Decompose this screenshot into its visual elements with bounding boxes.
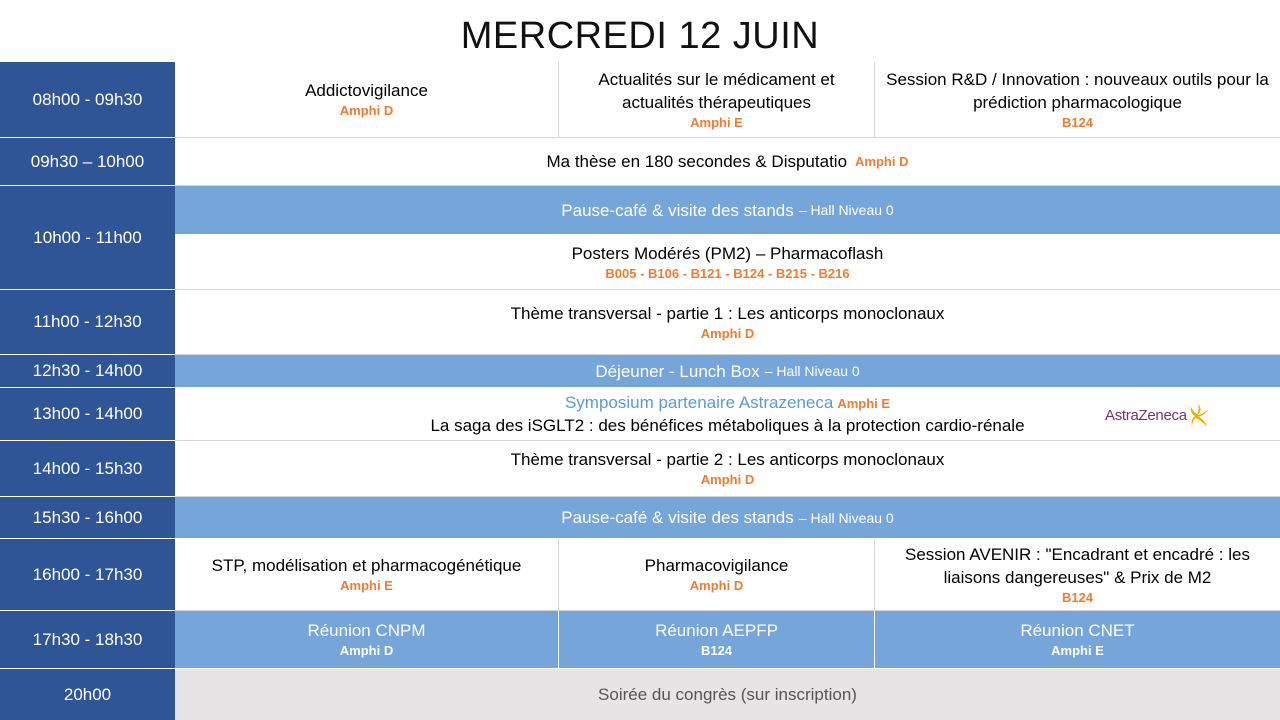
- meeting-title: Réunion AEPFP: [655, 621, 778, 640]
- session-title: Thème transversal - partie 2 : Les anticorps monoclonaux: [510, 450, 945, 469]
- symposium-header: [565, 391, 890, 414]
- session-title: Session R&D / Innovation : nouveaux outils pour la prédiction pharmacologique: [886, 69, 1269, 112]
- session-title: Addictovigilance: [305, 81, 428, 100]
- time-slot: 16h00 - 17h30: [0, 539, 175, 611]
- session-stp[interactable]: [175, 539, 559, 611]
- session-rooms: B005 - B106 - B121 - B124 - B215 - B216: [605, 265, 850, 281]
- session-room: B124: [1061, 589, 1094, 605]
- symposium-subtitle: La saga des iSGLT2 : des bénéfices métaboliques à la protection cardio-rénale: [430, 416, 1025, 435]
- session-room: Amphi E: [340, 578, 393, 593]
- session-title: Thème transversal - partie 1 : Les anticorps monoclonaux: [510, 303, 945, 323]
- break-place: – Hall Niveau 0: [798, 202, 894, 218]
- meeting-cnpm[interactable]: [175, 611, 559, 669]
- page-title: MERCREDI 12 JUIN: [460, 15, 820, 57]
- meeting-room: B124: [700, 643, 733, 658]
- session-title: Session AVENIR : "Encadrant et encadré : les liaisons dangereuses" & Prix de M2: [905, 544, 1250, 587]
- meeting-title: Réunion CNET: [1020, 621, 1135, 640]
- session-these-180s[interactable]: [175, 138, 1280, 186]
- time-slot: 12h30 - 14h00: [0, 355, 175, 388]
- break-place: – Hall Niveau 0: [764, 363, 860, 379]
- meeting-title: Réunion CNPM: [307, 621, 426, 640]
- time-slot: 11h00 - 12h30: [0, 290, 175, 355]
- session-actualites[interactable]: [559, 62, 875, 138]
- session-room: Amphi E: [837, 396, 891, 411]
- session-theme-transversal-1[interactable]: [175, 290, 1280, 355]
- session-title: Pharmacovigilance: [644, 556, 789, 575]
- break-title: Déjeuner - Lunch Box: [595, 361, 760, 381]
- session-avenir[interactable]: [875, 539, 1280, 611]
- session-pharmacovigilance[interactable]: [559, 539, 875, 611]
- symposium-title: Symposium partenaire Astrazeneca: [564, 393, 834, 412]
- session-soiree[interactable]: [175, 669, 1280, 720]
- session-title: Posters Modérés (PM2) – Pharmacoflash: [571, 243, 884, 263]
- time-slot: 17h30 - 18h30: [0, 611, 175, 669]
- astrazeneca-symbol-icon: [1189, 402, 1211, 428]
- session-room: B124: [1061, 114, 1094, 130]
- astrazeneca-logo: [1105, 400, 1215, 430]
- time-slot: 15h30 - 16h00: [0, 497, 175, 539]
- session-room: Amphi D: [700, 472, 755, 487]
- session-theme-transversal-2[interactable]: [175, 441, 1280, 497]
- coffee-break: [175, 186, 1280, 235]
- time-slot: 08h00 - 09h30: [0, 62, 175, 138]
- lunch-break: [175, 355, 1280, 388]
- time-slot: 14h00 - 15h30: [0, 441, 175, 497]
- time-slot: 10h00 - 11h00: [0, 186, 175, 290]
- session-title: Soirée du congrès (sur inscription): [598, 685, 857, 704]
- session-title: Ma thèse en 180 secondes & Disputatio: [546, 152, 848, 171]
- session-room: Amphi D: [689, 578, 744, 593]
- session-rd-innovation[interactable]: [875, 62, 1280, 138]
- coffee-break: [175, 497, 1280, 539]
- session-room: Amphi D: [339, 103, 394, 118]
- meeting-cnet[interactable]: [875, 611, 1280, 669]
- time-slot: 20h00: [0, 669, 175, 720]
- time-slot: 09h30 – 10h00: [0, 138, 175, 186]
- session-room: Amphi E: [690, 114, 743, 130]
- meeting-room: Amphi D: [339, 643, 394, 658]
- session-room: Amphi D: [855, 154, 909, 169]
- session-addictovigilance[interactable]: [175, 62, 559, 138]
- schedule-grid: [0, 62, 1280, 720]
- meeting-aepfp[interactable]: [559, 611, 875, 669]
- break-title: Pause-café & visite des stands: [561, 508, 794, 527]
- logo-text: AstraZeneca: [1105, 406, 1187, 424]
- session-posters[interactable]: [175, 235, 1280, 290]
- time-slot: 13h00 - 14h00: [0, 388, 175, 441]
- break-place: – Hall Niveau 0: [798, 509, 894, 526]
- break-title: Pause-café & visite des stands: [561, 200, 794, 220]
- session-title: Actualités sur le médicament et actualités thérapeutiques: [598, 69, 835, 112]
- session-room: Amphi D: [700, 325, 755, 341]
- session-title: STP, modélisation et pharmacogénétique: [211, 556, 522, 575]
- meeting-room: Amphi E: [1051, 643, 1104, 658]
